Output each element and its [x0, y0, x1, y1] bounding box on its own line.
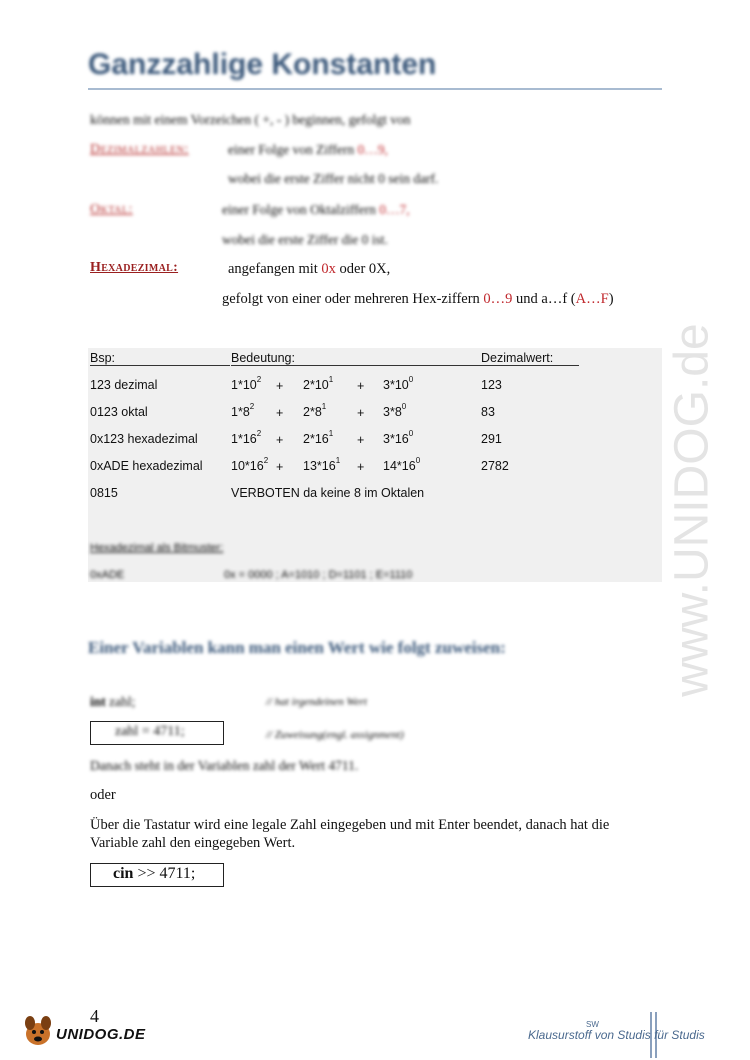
- assignment-comment: // Zuweisung(engl. assignment): [266, 729, 404, 741]
- row-term1: [231, 456, 269, 473]
- keyword-cin: cin: [113, 865, 134, 882]
- row-term2: [303, 402, 327, 419]
- footer-sup: SW: [586, 1020, 599, 1029]
- dezimal-line1-range: 0…9,: [357, 142, 388, 157]
- hex-line1-c: oder 0X,: [335, 261, 391, 277]
- header-bedeutung: Bedeutung:: [231, 351, 481, 366]
- row-term2: [303, 429, 334, 446]
- hex-line1-a: angefangen mit: [228, 261, 322, 277]
- hex-line2-a: gefolgt von einer oder mehreren Hex-ziffern: [222, 291, 484, 307]
- row-name: 123 dezimal: [90, 378, 158, 392]
- exponent: 0: [408, 429, 414, 438]
- forbidden-text: VERBOTEN da keine 8 im Oktalen: [231, 486, 425, 500]
- plus-sign: +: [357, 460, 365, 474]
- bitmuster-name: 0xADE: [90, 569, 125, 581]
- term: 3*16: [383, 432, 409, 446]
- term: 2*8: [303, 405, 322, 419]
- oktal-label: Oktal:: [90, 202, 133, 217]
- dezimal-label: Dezimalzahlen:: [90, 142, 189, 157]
- row-term3: [383, 456, 421, 473]
- oktal-line1-range: 0…7,: [379, 202, 410, 217]
- row-term1: [231, 429, 262, 446]
- row-term1: [231, 375, 262, 392]
- hexadezimal-line2: [222, 291, 614, 308]
- tastatur-line1: Über die Tastatur wird eine legale Zahl eingegeben und mit Enter beendet, danach hat die: [90, 817, 610, 833]
- term: 3*10: [383, 378, 409, 392]
- oder-text: oder: [90, 787, 116, 803]
- keyword-int: int: [90, 694, 106, 709]
- row-value: 83: [481, 405, 495, 419]
- hex-line1-prefix: 0x: [321, 261, 336, 277]
- term: 10*16: [231, 459, 264, 473]
- hex-line2-letters: A…F: [575, 291, 609, 307]
- row-name: 0123 oktal: [90, 405, 148, 419]
- hex-line2-digits: 0…9: [483, 291, 513, 307]
- row-name: 0xADE hexadezimal: [90, 459, 203, 473]
- row-term3: [383, 375, 414, 392]
- oktal-line1: [222, 202, 410, 218]
- term: 1*16: [231, 432, 257, 446]
- bitmuster-label: Hexadezimal als Bitmuster:: [90, 542, 224, 554]
- declaration-line: [90, 694, 135, 710]
- row-value: 123: [481, 378, 502, 392]
- exponent: 0: [415, 456, 421, 465]
- dezimal-line1-text: einer Folge von Ziffern: [228, 142, 358, 157]
- tastatur-line2: Variable zahl den eingegeben Wert.: [90, 835, 296, 851]
- row-value: 2782: [481, 459, 509, 473]
- term: 1*8: [231, 405, 250, 419]
- exponent: 2: [256, 429, 262, 438]
- oktal-line2: wobei die erste Ziffer die 0 ist.: [222, 232, 388, 247]
- page-title: Ganzzahlige Konstanten: [88, 48, 437, 81]
- assignment-code: zahl = 4711;: [115, 724, 185, 739]
- exponent: 1: [328, 429, 334, 438]
- cin-rest: >> 4711;: [133, 865, 196, 882]
- oktal-line1-text: einer Folge von Oktalziffern: [222, 202, 380, 217]
- exponent: 1: [335, 456, 341, 465]
- row-name: 0x123 hexadezimal: [90, 432, 198, 446]
- unidog-logo: [22, 1006, 152, 1050]
- assignment-box: [90, 721, 224, 745]
- plus-sign: +: [276, 406, 284, 420]
- row-term2: [303, 456, 341, 473]
- term: 13*16: [303, 459, 336, 473]
- intro-text: können mit einem Vorzeichen ( +, - ) beginnen, gefolgt von: [90, 112, 411, 127]
- row-value: 291: [481, 432, 502, 446]
- row-term1: [231, 402, 255, 419]
- dezimal-line1: [228, 142, 388, 158]
- plus-sign: +: [357, 406, 365, 420]
- footer-text: Klausurstoff von Studis für Studis: [528, 1028, 705, 1042]
- term: 14*16: [383, 459, 416, 473]
- row-name: 0815: [90, 486, 118, 500]
- cin-box: [90, 863, 224, 887]
- bitmuster-value: 0x = 0000 ; A=1010 ; D=1101 ; E=1110: [224, 569, 413, 581]
- hexadezimal-label: Hexadezimal:: [90, 260, 179, 275]
- plus-sign: +: [276, 433, 284, 447]
- header-bsp: Bsp:: [90, 351, 230, 366]
- section2-title: Einer Variablen kann man einen Wert wie folgt zuweisen:: [88, 638, 506, 657]
- exponent: 1: [321, 402, 327, 411]
- plus-sign: +: [276, 379, 284, 393]
- row-term3: [383, 429, 414, 446]
- row-term2: [303, 375, 334, 392]
- plus-sign: +: [276, 460, 284, 474]
- plus-sign: +: [357, 433, 365, 447]
- exponent: 2: [249, 402, 255, 411]
- logo-text: UNIDOG.DE: [56, 1026, 146, 1043]
- term: 1*10: [231, 378, 257, 392]
- row-term3: [383, 402, 407, 419]
- header-dezimalwert: Dezimalwert:: [481, 351, 579, 366]
- watermark-label: www.UNIDOG.de: [665, 323, 719, 697]
- exponent: 0: [401, 402, 407, 411]
- exponent: 1: [328, 375, 334, 384]
- exponent: 2: [256, 375, 262, 384]
- declaration-rest: zahl;: [105, 694, 136, 709]
- term: 2*10: [303, 378, 329, 392]
- term: 2*16: [303, 432, 329, 446]
- hex-line2-c: und a…f (: [512, 291, 576, 307]
- watermark-text: [640, 280, 750, 740]
- term: 3*8: [383, 405, 402, 419]
- after-assign-text: Danach steht in der Variablen zahl der Wert 4711.: [90, 758, 359, 773]
- page-number: 4: [90, 1006, 99, 1026]
- cin-code: [113, 865, 195, 883]
- dezimal-line2: wobei die erste Ziffer nicht 0 sein darf.: [228, 171, 439, 186]
- hex-line2-e: ): [608, 291, 614, 307]
- title-rule: [88, 88, 662, 90]
- exponent: 2: [263, 456, 269, 465]
- exponent: 0: [408, 375, 414, 384]
- hexadezimal-line1: [228, 261, 390, 278]
- plus-sign: +: [357, 379, 365, 393]
- declaration-comment: // hat irgendeinen Wert: [266, 696, 367, 708]
